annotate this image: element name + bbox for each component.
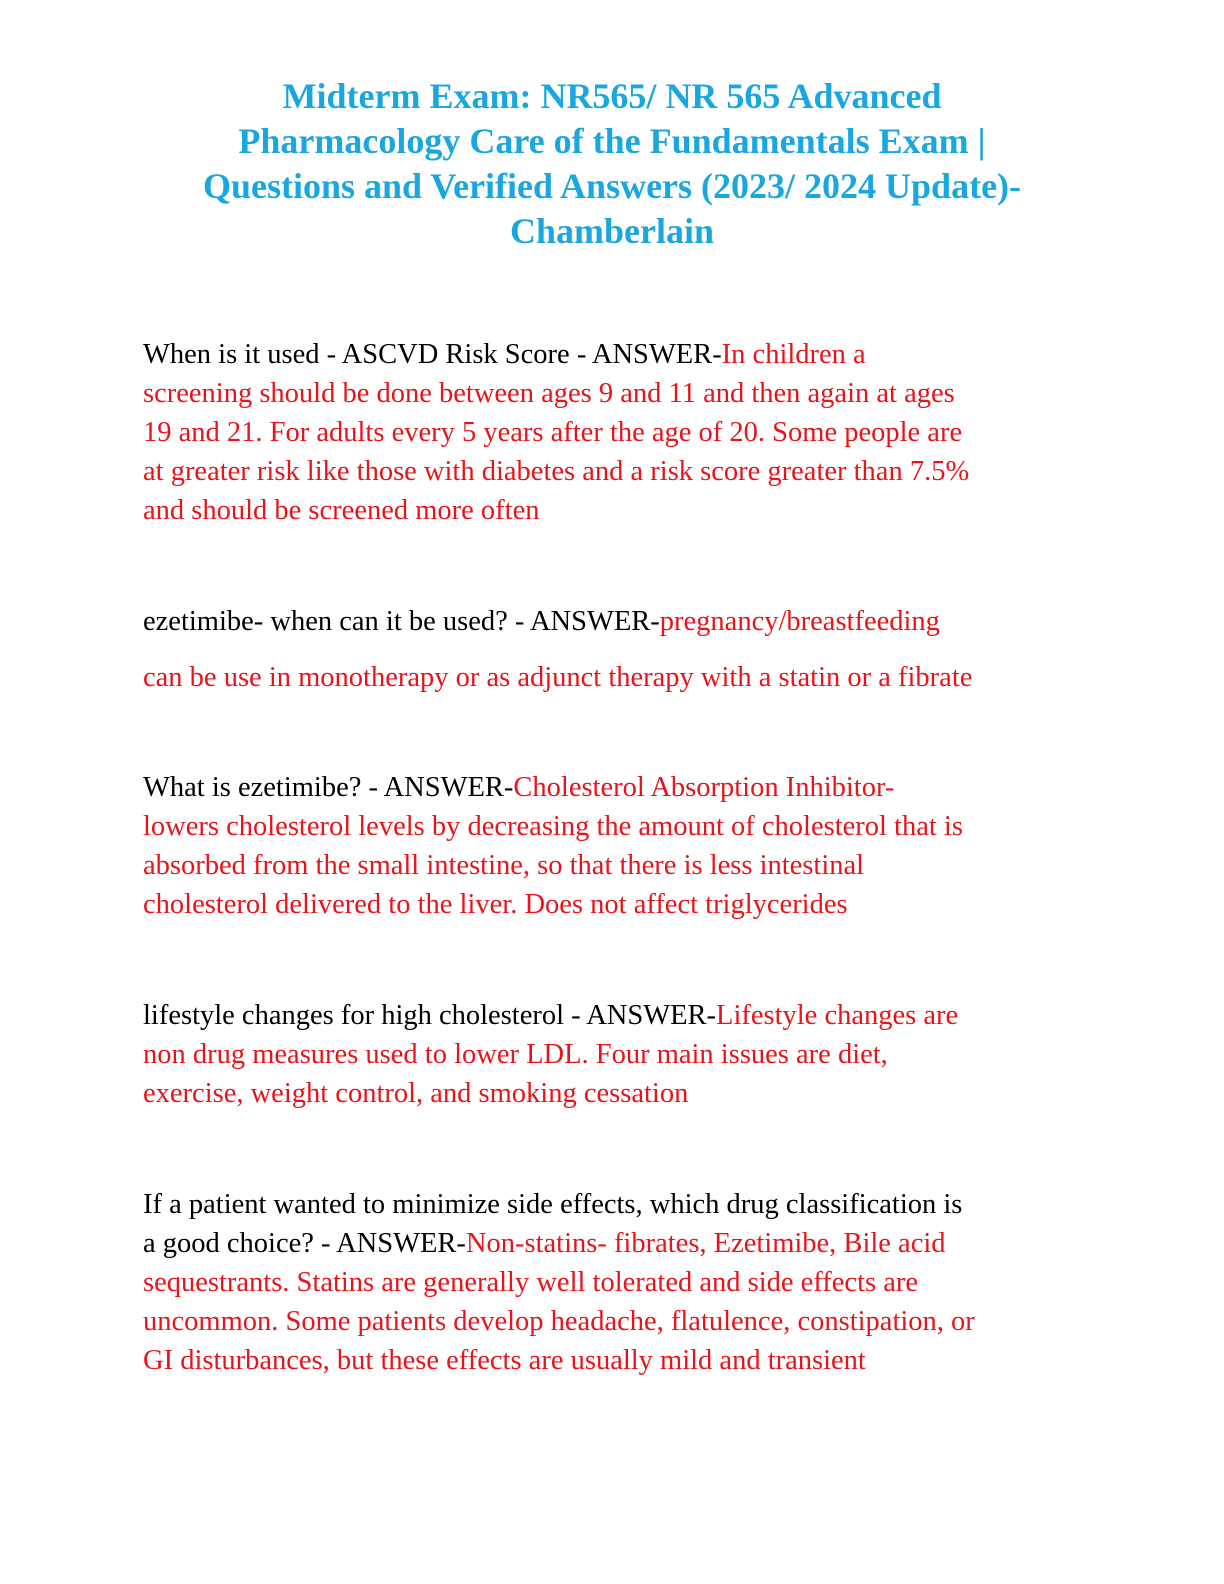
answer-line: 19 and 21. For adults every 5 years after the age of 20. Some people are xyxy=(143,417,963,448)
qa-line xyxy=(143,602,1103,641)
qa-item-ezetimibe-what xyxy=(143,768,1103,924)
answer-line: GI disturbances, but these effects are usually mild and transient xyxy=(143,1345,866,1376)
question-text: What is ezetimibe? - ANSWER- xyxy=(143,772,514,803)
answer-line: sequestrants. Statins are generally well tolerated and side effects are xyxy=(143,1267,918,1298)
answer-line: exercise, weight control, and smoking cessation xyxy=(143,1078,689,1109)
question-text: a good choice? - ANSWER- xyxy=(143,1228,466,1259)
title-line-1: Midterm Exam: NR565/ NR 565 Advanced xyxy=(282,76,942,116)
title-line-4: Chamberlain xyxy=(509,211,714,251)
question-text: ezetimibe- when can it be used? - ANSWER- xyxy=(143,606,660,637)
answer-line: absorbed from the small intestine, so that there is less intestinal xyxy=(143,850,865,881)
answer-line: and should be screened more often xyxy=(143,495,540,526)
answer-text: Lifestyle changes are xyxy=(716,1000,959,1031)
answer-text: Non-statins- fibrates, Ezetimibe, Bile acid xyxy=(465,1228,946,1259)
question-line: If a patient wanted to minimize side effects, which drug classification is xyxy=(143,1189,963,1220)
answer-line: lowers cholesterol levels by decreasing the amount of cholesterol that is xyxy=(143,811,963,842)
answer-line: non drug measures used to lower LDL. Four main issues are diet, xyxy=(143,1039,888,1070)
title-line-3: Questions and Verified Answers (2023/ 2024 Update)- xyxy=(202,166,1022,206)
answer-extra-line: can be use in monotherapy or as adjunct therapy with a statin or a fibrate xyxy=(143,662,973,693)
answer-text: In children a xyxy=(721,339,866,370)
answer-line: at greater risk like those with diabetes and a risk score greater than 7.5% xyxy=(143,456,970,487)
answer-line: cholesterol delivered to the liver. Does not affect triglycerides xyxy=(143,889,848,920)
answer-line: uncommon. Some patients develop headache, flatulence, constipation, or xyxy=(143,1306,975,1337)
qa-line xyxy=(143,335,1103,374)
qa-item-ezetimibe-use xyxy=(143,602,1103,641)
qa-item-side-effects xyxy=(143,1185,1103,1380)
answer-text: Cholesterol Absorption Inhibitor- xyxy=(513,772,895,803)
question-text: When is it used - ASCVD Risk Score - ANSWER- xyxy=(143,339,722,370)
question-text: lifestyle changes for high cholesterol - ANSWER- xyxy=(143,1000,717,1031)
qa-line xyxy=(143,1224,1103,1263)
answer-line: screening should be done between ages 9 and 11 and then again at ages xyxy=(143,378,955,409)
qa-item-lifestyle xyxy=(143,996,1103,1113)
answer-text: pregnancy/breastfeeding xyxy=(659,606,940,637)
title-line-2: Pharmacology Care of the Fundamentals Exam | xyxy=(238,121,986,161)
qa-line xyxy=(143,768,1103,807)
qa-item-ascvd xyxy=(143,335,1103,530)
qa-line xyxy=(143,996,1103,1035)
document-title xyxy=(100,74,1124,254)
